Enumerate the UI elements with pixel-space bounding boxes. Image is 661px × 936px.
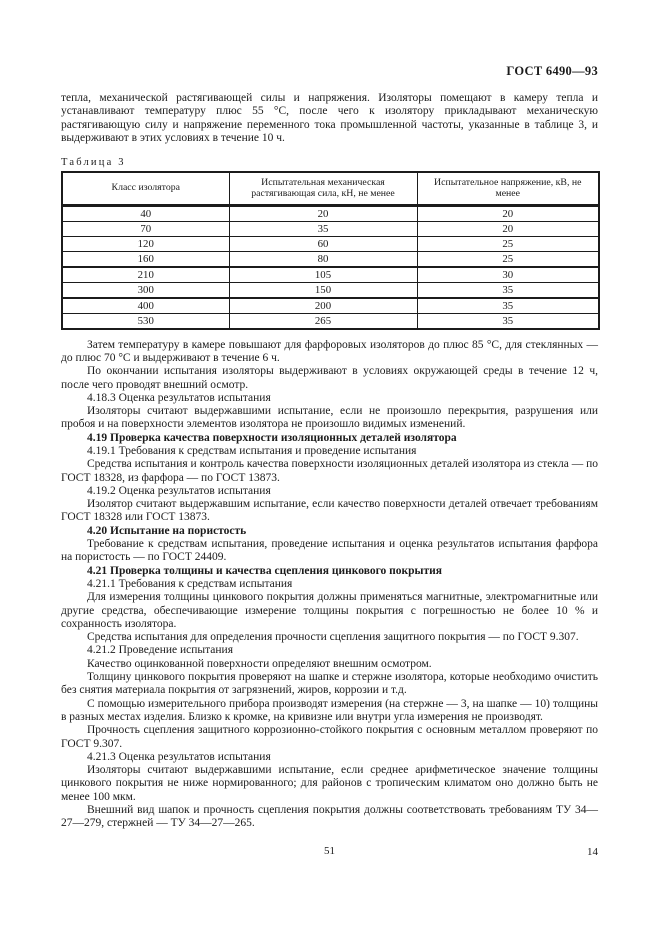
table-row (62, 313, 599, 329)
table-row (62, 236, 599, 251)
paragraph: Толщину цинкового покрытия проверяют на шапке и стержне изолятора, которые необходимо очистить без снятия материала покрытия от загрязнений, жиров, коррозии и т.д. (61, 671, 598, 697)
table-row (62, 298, 599, 314)
table-cell: 210 (62, 267, 229, 283)
table-cell: 160 (62, 251, 229, 267)
table-header-row (62, 172, 599, 206)
paragraph: Внешний вид шапок и прочность сцепления покрытия должны соответствовать требованиям ТУ 34—27—279, стержней — ТУ 34—27—265. (61, 804, 598, 830)
table-row (62, 267, 599, 283)
page-number-right: 14 (587, 846, 598, 858)
table-row (62, 251, 599, 267)
paragraph: Средства испытания для определения прочности сцепления защитного покрытия — по ГОСТ 9.307. (87, 631, 579, 644)
paragraph: Затем температуру в камере повышают для фарфоровых изоляторов до плюс 85 °С, для стеклянных — до плюс 70 °С и выдерживают в течение 6 ч. (61, 338, 598, 364)
table-cell: 80 (229, 251, 417, 267)
table-cell: 105 (229, 267, 417, 283)
table-cell: 300 (62, 282, 229, 298)
paragraph: 4.21.3 Оценка результатов испытания (87, 750, 271, 763)
paragraph: 4.19.2 Оценка результатов испытания (87, 484, 271, 497)
table-cell: 20 (417, 205, 599, 221)
table-column-header: Испытательная механическая растягивающая сила, кН, не менее (229, 172, 417, 206)
paragraph: С помощью измерительного прибора производят измерения (на стержне — 3, на шапке — 10) толщины в разных местах изделия. Близко к кромке, на кривизне или внутри угла измерения не производят. (61, 697, 598, 723)
table-column-header: Испытательное напряжение, кВ, не менее (417, 172, 599, 206)
body-paragraphs (61, 339, 598, 831)
table-cell: 20 (417, 221, 599, 236)
test-table (61, 171, 600, 330)
section-heading: 4.20 Испытание на пористость (87, 524, 247, 537)
table-cell: 35 (417, 282, 599, 298)
table-body (62, 205, 599, 329)
table-column-header: Класс изолятора (62, 172, 229, 206)
table-cell: 30 (417, 267, 599, 283)
table-cell: 400 (62, 298, 229, 314)
table-cell: 265 (229, 313, 417, 329)
paragraph: 4.18.3 Оценка результатов испытания (87, 391, 271, 404)
paragraph: Прочность сцепления защитного коррозионно-стойкого покрытия с основным металлом проверяют по ГОСТ 9.307. (61, 724, 598, 750)
paragraph: Изоляторы считают выдержавшими испытание, если не произошло перекрытия, разрушения или пробоя и на поверхности элементов изолятора не произошло видимых изменений. (61, 405, 598, 431)
table-cell: 35 (229, 221, 417, 236)
paragraph: По окончании испытания изоляторы выдерживают в условиях окружающей среды в течение 12 ч, после чего проводят внешний осмотр. (61, 365, 598, 391)
paragraph: Для измерения толщины цинкового покрытия должны применяться магнитные, электромагнитные или другие средства, обеспечивающие измерение толщины покрытия с погрешностью не более 10 % и сохранность изолятора. (61, 591, 598, 630)
table-caption: Таблица 3 (61, 156, 126, 168)
page-number-center: 51 (324, 845, 335, 857)
page-content (61, 0, 598, 831)
table-cell: 200 (229, 298, 417, 314)
table-cell: 20 (229, 205, 417, 221)
paragraph: 4.21.1 Требования к средствам испытания (87, 577, 293, 590)
paragraph: Изолятор считают выдержавшим испытание, если качество поверхности деталей отвечает требованиям ГОСТ 18328 или ГОСТ 13873. (61, 498, 598, 524)
table-cell: 35 (417, 313, 599, 329)
paragraph: 4.19.1 Требования к средствам испытания и проведение испытания (87, 445, 417, 457)
table-cell: 120 (62, 236, 229, 251)
table-row (62, 221, 599, 236)
paragraph: Средства испытания и контроль качества поверхности изоляционных деталей изолятора из стекла — по ГОСТ 18328, из фарфора — по ГОСТ 13873. (61, 458, 598, 484)
table-cell: 25 (417, 251, 599, 267)
paragraph: Качество оцинкованной поверхности определяют внешним осмотром. (87, 657, 432, 670)
paragraph: Требование к средствам испытания, проведение испытания и оценка результатов испытания фарфора на пористость — по ГОСТ 24409. (61, 538, 598, 564)
table-cell: 60 (229, 236, 417, 251)
table-cell: 40 (62, 205, 229, 221)
page-footer (61, 845, 598, 857)
table-cell: 25 (417, 236, 599, 251)
paragraph: Изоляторы считают выдержавшими испытание, если среднее арифметическое значение толщины цинкового покрытия не ниже нормированного; для районов с тропическим климатом оно должно быть не менее 100 мкм. (61, 764, 598, 803)
table-cell: 35 (417, 298, 599, 314)
intro-paragraph: тепла, механической растягивающей силы и напряжения. Изоляторы помещают в камеру тепла и устанавливают температуру плюс 55 °С, после чего к изолятору прикладывают механическую растягивающую силу и напряжение переменного тока промышленной частоты, указанные в таблице 3, и выдерживают в этих условиях в течение 10 ч. (61, 92, 598, 145)
section-heading: 4.19 Проверка качества поверхности изоляционных деталей изолятора (87, 431, 457, 444)
document-code: ГОСТ 6490—93 (506, 64, 598, 78)
table-cell: 150 (229, 282, 417, 298)
paragraph: 4.21.2 Проведение испытания (87, 644, 233, 657)
table-cell: 530 (62, 313, 229, 329)
table-cell: 70 (62, 221, 229, 236)
table-row (62, 282, 599, 298)
table-row (62, 205, 599, 221)
section-heading: 4.21 Проверка толщины и качества сцепления цинкового покрытия (87, 564, 443, 577)
